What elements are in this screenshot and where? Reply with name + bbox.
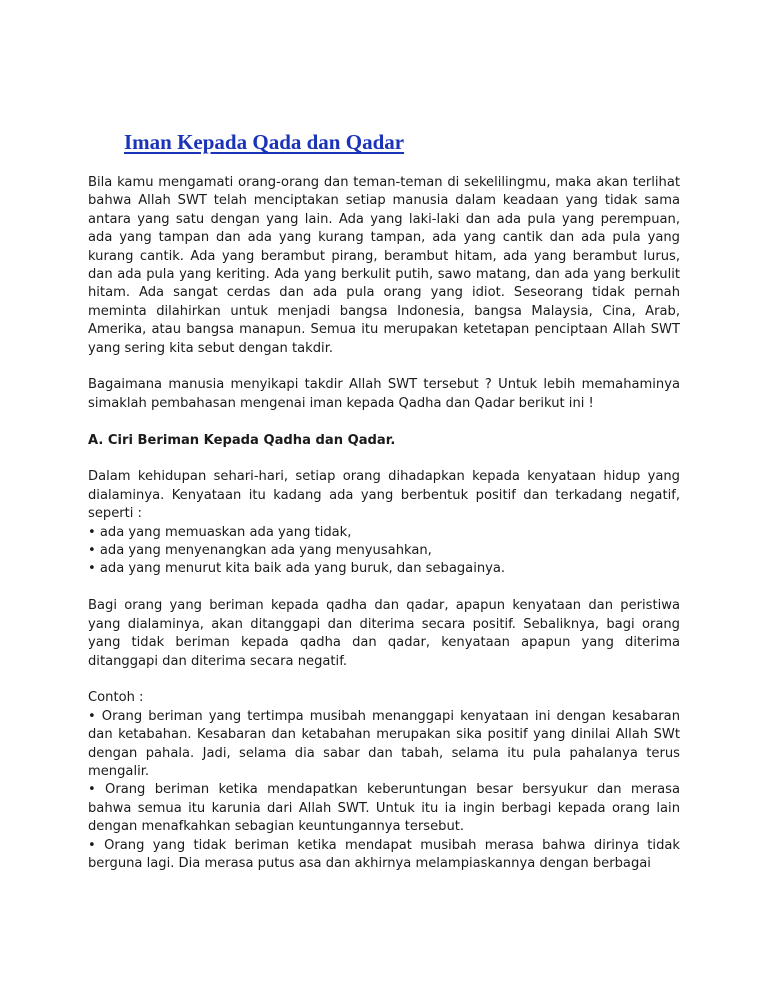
paragraph-question: Bagaimana manusia menyikapi takdir Allah SWT tersebut ? Untuk lebih memahaminya simaklah pembahasan mengenai iman kepada Qadha dan Qadar berikut ini !: [88, 377, 680, 411]
bullet-item: • ada yang memuaskan ada yang tidak,: [88, 524, 352, 540]
example-bullet: • Orang beriman yang tertimpa musibah menanggapi kenyataan ini dengan kesabaran dan ketabahan. Kesabaran dan ketabahan merupakan sika positif yang dinilai Allah SWt dengan pahala. Jadi, selama dia sabar dan tabah, selama itu pula pahalanya terus mengalir.: [88, 708, 680, 779]
document-body: [88, 174, 680, 873]
paragraph-daily-life: Dalam kehidupan sehari-hari, setiap orang dihadapkan kepada kenyataan hidup yang dialaminya. Kenyataan itu kadang ada yang berbentuk positif dan terkadang negatif, seperti :: [88, 469, 680, 522]
contoh-label: Contoh :: [88, 690, 144, 706]
bullet-item: • ada yang menurut kita baik ada yang buruk, dan sebagainya.: [88, 561, 506, 577]
document-title: Iman Kepada Qada dan Qadar: [124, 130, 405, 154]
paragraph-intro: Bila kamu mengamati orang-orang dan teman-teman di sekelilingmu, maka akan terlihat bahwa Allah SWT telah menciptakan setiap manusia dalam keadaan yang tidak sama antara yang satu dengan yang lain. Ada yang laki-laki dan ada pula yang perempuan, ada yang tampan dan ada yang kurang tampan, ada yang cantik dan ada pula yang kurang cantik. Ada yang berambut pirang, berambut hitam, ada yang berambut lurus, dan ada pula yang keriting. Ada yang berkulit putih, sawo matang, dan ada yang berkulit hitam. Ada sangat cerdas dan ada pula orang yang idiot. Seseorang tidak pernah meminta dilahirkan untuk menjadi bangsa Indonesia, bangsa Malaysia, Cina, Arab, Amerika, atau bangsa manapun. Semua itu merupakan ketetapan penciptaan Allah SWT yang sering kita sebut dengan takdir.: [88, 175, 680, 356]
example-bullet: • Orang yang tidak beriman ketika mendapat musibah merasa bahwa dirinya tidak berguna lagi. Dia merasa putus asa dan akhirnya melampiaskannya dengan berbagai: [88, 837, 680, 871]
bullet-item: • ada yang menyenangkan ada yang menyusahkan,: [88, 543, 432, 559]
section-heading-a: A. Ciri Beriman Kepada Qadha dan Qadar.: [88, 432, 396, 448]
paragraph-believer-response: Bagi orang yang beriman kepada qadha dan qadar, apapun kenyataan dan peristiwa yang dialaminya, akan ditanggapi dan diterima secara positif. Sebaliknya, bagi orang yang tidak beriman kepada qadha dan qadar, kenyataan apapun yang diterima ditanggapi dan diterima secara negatif.: [88, 598, 680, 669]
example-bullet: • Orang beriman ketika mendapatkan keberuntungan besar bersyukur dan merasa bahwa semua itu karunia dari Allah SWT. Untuk itu ia ingin berbagi kepada orang lain dengan menafkahkan sebagian keuntungannya tersebut.: [88, 782, 680, 835]
